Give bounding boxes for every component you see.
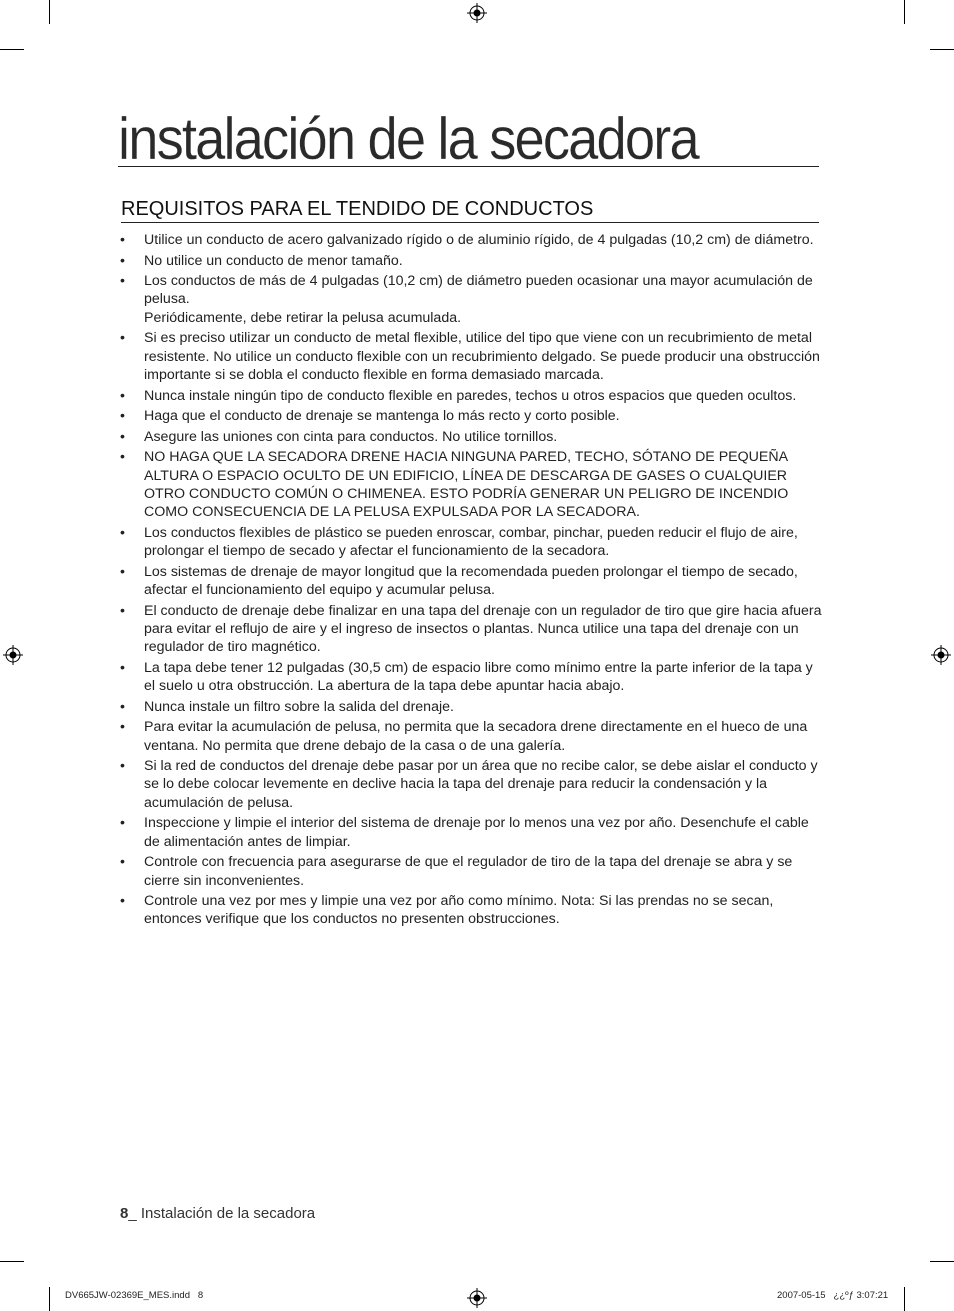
crop-mark [49,1287,50,1311]
bullet-dot: • [120,563,125,580]
bullet-item [120,231,822,249]
bullet-item [120,448,822,521]
bullet-item [120,853,822,890]
bullet-text: NO HAGA QUE LA SECADORA DRENE HACIA NINGUNA PARED, TECHO, SÓTANO DE PEQUEÑA ALTURA O ESPACIO OCULTO DE UN EDIFICIO, LÍNEA DE DESCARGA DE GASES O CUALQUIER OTRO CONDUCTO COMÚN O CHIMENEA. ESTO PODRÍA GENERAR UN PELIGRO DE INCENDIO COMO CONSECUENCIA DE LA PELUSA EXPULSADA POR LA SECADORA. [144,449,789,521]
registration-mark-icon [3,645,23,665]
bullet-item [120,252,822,270]
crop-mark [49,0,50,24]
registration-mark-icon [931,645,951,665]
bullet-text: El conducto de drenaje debe finalizar en una tapa del drenaje con un regulador de tiro que gire hacia afuera para evitar el reflujo de aire y el ingreso de insectos o plantas. Nunca utilice una tapa del drenaje con un regulador de tiro magnético. [144,602,822,656]
bullet-dot: • [120,428,125,445]
bullet-dot: • [120,449,125,466]
bullet-note: Periódicamente, debe retirar la pelusa acumulada. [144,309,462,326]
bullet-dot: • [120,659,125,676]
bullet-dot: • [120,387,125,404]
bullet-item [120,407,822,425]
bullet-text: Nunca instale un filtro sobre la salida del drenaje. [144,698,454,715]
bullet-text: Los conductos de más de 4 pulgadas (10,2 cm) de diámetro pueden ocasionar una mayor acumulación de pelusa. [144,273,813,308]
bullet-dot: • [120,524,125,541]
bullet-text: Controle con frecuencia para asegurarse de que el regulador de tiro de la tapa del drenaje se abra y se cierre sin inconvenientes. [144,854,793,889]
bullet-item [120,524,822,561]
bullet-dot: • [120,698,125,715]
page-title-text: instalación de la secadora [118,106,698,172]
bullet-item [120,387,822,405]
registration-mark-icon [467,3,487,23]
bullet-text: Controle una vez por mes y limpie una vez por año como mínimo. Nota: Si las prendas no se secan, entonces verifique que los conductos no presenten obstrucciones. [144,893,774,928]
bullet-item [120,428,822,446]
bullet-item [120,718,822,755]
bullet-dot: • [120,815,125,832]
crop-mark [930,49,954,50]
bullet-item [120,757,822,812]
bullet-dot: • [120,854,125,871]
bullet-item [120,602,822,657]
crop-mark [904,1287,905,1311]
bullet-dot: • [120,330,125,347]
bullet-text: La tapa debe tener 12 pulgadas (30,5 cm) de espacio libre como mínimo entre la parte inferior de la tapa y el suelo u otra obstrucción. La abertura de la tapa debe apuntar hacia abajo. [144,659,813,695]
bullet-dot: • [120,602,125,619]
registration-mark-icon [467,1288,487,1308]
bullet-item [120,563,822,600]
bullet-item [120,659,822,696]
crop-mark [0,1261,24,1262]
bullet-item [120,272,822,327]
bullet-dot: • [120,893,125,910]
bullet-dot: • [120,408,125,425]
print-slug-file: DV665JW-02369E_MES.indd 8 [65,1290,204,1301]
crop-mark [904,0,905,24]
bullet-text: Si la red de conductos del drenaje debe pasar por un área que no recibe calor, se debe aislar el conducto y se lo debe colocar levemente en declive hacia la tapa del drenaje para reducir la condensación y la acumulación de pelusa. [144,758,818,811]
bullet-dot: • [120,758,125,775]
bullet-text: Para evitar la acumulación de pelusa, no permita que la secadora drene directamente en el hueco de una ventana. No permita que drene debajo de la casa o de una galería. [144,719,808,754]
bullet-item [120,892,822,929]
bullet-text: Asegure las uniones con cinta para conductos. No utilice tornillos. [144,428,558,445]
bullet-dot: • [120,252,125,269]
bullet-text: Si es preciso utilizar un conducto de metal flexible, utilice del tipo que viene con un recubrimiento de metal resistente. No utilice un conducto flexible con un recubrimiento delgado. Se puede producir una obstrucción importante si se dobla el conducto flexible en forma demasiado marcada. [144,330,820,383]
print-slug-timestamp: 2007-05-15 ¿¿ºƒ 3:07:21 [777,1290,889,1301]
bullet-dot: • [120,273,125,290]
bullet-item [120,329,822,384]
crop-mark [0,49,24,50]
page-number: 8 [120,1205,129,1222]
page-footer [120,1205,315,1222]
bullet-text: Haga que el conducto de drenaje se mantenga lo más recto y corto posible. [144,408,620,425]
page-footer-label: _ Instalación de la secadora [128,1205,316,1222]
bullet-list [120,231,822,931]
bullet-dot: • [120,232,125,248]
bullet-item [120,698,822,716]
bullet-item [120,814,822,851]
bullet-text: Los conductos flexibles de plástico se pueden enroscar, combar, pinchar, pueden reducir el flujo de aire, prolongar el tiempo de secado y afectar el funcionamiento de la secadora. [144,524,798,560]
bullet-text: No utilice un conducto de menor tamaño. [144,252,403,269]
bullet-text: Los sistemas de drenaje de mayor longitud que la recomendada pueden prolongar el tiempo de secado, afectar el funcionamiento del equipo y acumular pelusa. [144,563,798,599]
bullet-text: Inspeccione y limpie el interior del sistema de drenaje por lo menos una vez por año. Desenchufe el cable de alimentación antes de limpiar. [144,815,809,850]
section-heading: REQUISITOS PARA EL TENDIDO DE CONDUCTOS [121,196,819,223]
bullet-text: Utilice un conducto de acero galvanizado rígido o de aluminio rígido, de 4 pulgadas (10,2 cm) de diámetro. [144,232,814,248]
page-title [118,106,819,172]
bullet-dot: • [120,719,125,736]
crop-mark [930,1261,954,1262]
bullet-text: Nunca instale ningún tipo de conducto flexible en paredes, techos u otros espacios que queden ocultos. [144,387,797,404]
